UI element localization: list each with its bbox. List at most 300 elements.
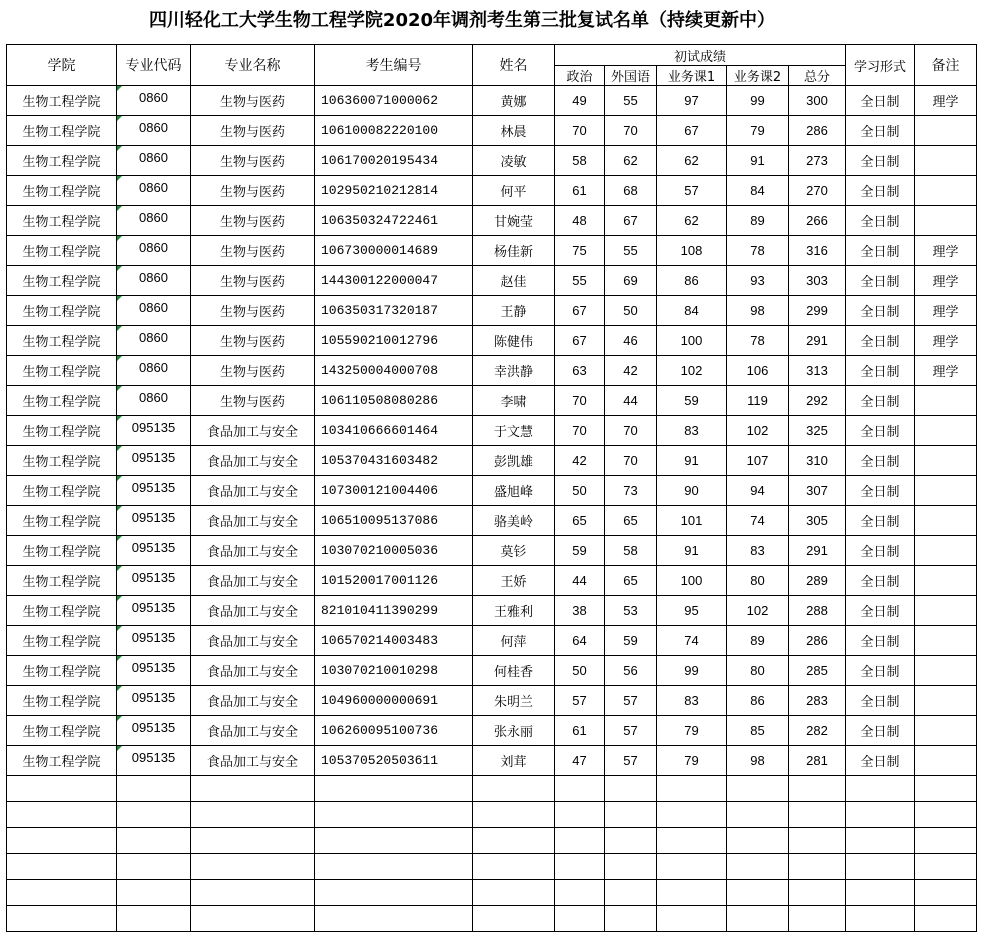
cell-name[interactable]: 盛旭峰 (473, 476, 555, 506)
cell-college[interactable]: 生物工程学院 (7, 296, 117, 326)
cell-foreign-lang[interactable]: 73 (605, 476, 657, 506)
cell-course2[interactable]: 85 (727, 716, 789, 746)
header-exam-no[interactable]: 考生编号 (315, 45, 473, 86)
cell-college[interactable]: 生物工程学院 (7, 236, 117, 266)
header-name[interactable]: 姓名 (473, 45, 555, 86)
empty-cell[interactable] (727, 880, 789, 906)
cell-study-mode[interactable]: 全日制 (846, 236, 915, 266)
cell-politics[interactable]: 55 (555, 266, 605, 296)
cell-foreign-lang[interactable]: 70 (605, 416, 657, 446)
empty-cell[interactable] (846, 854, 915, 880)
empty-cell[interactable] (605, 880, 657, 906)
cell-study-mode[interactable]: 全日制 (846, 296, 915, 326)
cell-course1[interactable]: 62 (657, 146, 727, 176)
cell-total[interactable]: 286 (789, 116, 846, 146)
cell-politics[interactable]: 48 (555, 206, 605, 236)
cell-foreign-lang[interactable]: 70 (605, 446, 657, 476)
cell-course2[interactable]: 79 (727, 116, 789, 146)
cell-exam-no[interactable]: 144300122000047 (315, 266, 473, 296)
cell-remark[interactable] (915, 416, 977, 446)
cell-major-name[interactable]: 食品加工与安全 (191, 506, 315, 536)
cell-exam-no[interactable]: 106350324722461 (315, 206, 473, 236)
cell-foreign-lang[interactable]: 57 (605, 716, 657, 746)
cell-exam-no[interactable]: 102950210212814 (315, 176, 473, 206)
empty-cell[interactable] (605, 854, 657, 880)
cell-major-code[interactable] (117, 146, 191, 176)
cell-politics[interactable]: 75 (555, 236, 605, 266)
cell-course1[interactable]: 97 (657, 86, 727, 116)
cell-foreign-lang[interactable]: 65 (605, 506, 657, 536)
cell-foreign-lang[interactable]: 42 (605, 356, 657, 386)
cell-study-mode[interactable]: 全日制 (846, 206, 915, 236)
cell-exam-no[interactable]: 106110508080286 (315, 386, 473, 416)
empty-cell[interactable] (315, 854, 473, 880)
empty-cell[interactable] (605, 776, 657, 802)
cell-college[interactable]: 生物工程学院 (7, 476, 117, 506)
cell-total[interactable]: 281 (789, 746, 846, 776)
cell-exam-no[interactable]: 105370431603482 (315, 446, 473, 476)
empty-cell[interactable] (605, 828, 657, 854)
cell-major-name[interactable]: 食品加工与安全 (191, 656, 315, 686)
header-remark[interactable]: 备注 (915, 45, 977, 86)
cell-remark[interactable]: 理学 (915, 326, 977, 356)
empty-cell[interactable] (315, 776, 473, 802)
cell-politics[interactable]: 70 (555, 116, 605, 146)
empty-cell[interactable] (7, 828, 117, 854)
cell-politics[interactable]: 70 (555, 416, 605, 446)
empty-cell[interactable] (473, 828, 555, 854)
cell-foreign-lang[interactable]: 53 (605, 596, 657, 626)
cell-major-code[interactable] (117, 386, 191, 416)
header-major-name[interactable]: 专业名称 (191, 45, 315, 86)
cell-foreign-lang[interactable]: 55 (605, 236, 657, 266)
cell-exam-no[interactable]: 106730000014689 (315, 236, 473, 266)
empty-cell[interactable] (315, 906, 473, 932)
cell-course1[interactable]: 99 (657, 656, 727, 686)
cell-major-code[interactable] (117, 296, 191, 326)
cell-major-code[interactable] (117, 506, 191, 536)
cell-total[interactable]: 286 (789, 626, 846, 656)
cell-remark[interactable] (915, 536, 977, 566)
cell-college[interactable]: 生物工程学院 (7, 506, 117, 536)
cell-total[interactable]: 291 (789, 326, 846, 356)
empty-cell[interactable] (789, 854, 846, 880)
cell-course1[interactable]: 84 (657, 296, 727, 326)
empty-cell[interactable] (657, 854, 727, 880)
cell-exam-no[interactable]: 106360071000062 (315, 86, 473, 116)
cell-college[interactable]: 生物工程学院 (7, 536, 117, 566)
cell-study-mode[interactable]: 全日制 (846, 416, 915, 446)
cell-name[interactable]: 王雅利 (473, 596, 555, 626)
cell-course2[interactable]: 83 (727, 536, 789, 566)
cell-total[interactable]: 325 (789, 416, 846, 446)
cell-major-name[interactable]: 生物与医药 (191, 386, 315, 416)
cell-course2[interactable]: 98 (727, 746, 789, 776)
cell-study-mode[interactable]: 全日制 (846, 716, 915, 746)
empty-cell[interactable] (555, 906, 605, 932)
cell-politics[interactable]: 65 (555, 506, 605, 536)
cell-course1[interactable]: 59 (657, 386, 727, 416)
cell-college[interactable]: 生物工程学院 (7, 446, 117, 476)
empty-cell[interactable] (117, 802, 191, 828)
cell-major-name[interactable]: 食品加工与安全 (191, 716, 315, 746)
cell-politics[interactable]: 44 (555, 566, 605, 596)
cell-politics[interactable]: 50 (555, 656, 605, 686)
cell-foreign-lang[interactable]: 57 (605, 746, 657, 776)
cell-course2[interactable]: 84 (727, 176, 789, 206)
cell-major-code[interactable] (117, 476, 191, 506)
empty-cell[interactable] (789, 906, 846, 932)
cell-major-name[interactable]: 生物与医药 (191, 266, 315, 296)
cell-name[interactable]: 刘茸 (473, 746, 555, 776)
cell-remark[interactable]: 理学 (915, 86, 977, 116)
cell-course2[interactable]: 94 (727, 476, 789, 506)
cell-study-mode[interactable]: 全日制 (846, 476, 915, 506)
cell-total[interactable]: 299 (789, 296, 846, 326)
cell-foreign-lang[interactable]: 46 (605, 326, 657, 356)
empty-cell[interactable] (315, 828, 473, 854)
header-foreign-lang[interactable]: 外国语 (605, 66, 657, 86)
cell-remark[interactable] (915, 206, 977, 236)
cell-study-mode[interactable]: 全日制 (846, 536, 915, 566)
empty-cell[interactable] (657, 776, 727, 802)
cell-total[interactable]: 288 (789, 596, 846, 626)
cell-politics[interactable]: 59 (555, 536, 605, 566)
cell-name[interactable]: 何平 (473, 176, 555, 206)
cell-major-name[interactable]: 食品加工与安全 (191, 416, 315, 446)
cell-name[interactable]: 彭凯雄 (473, 446, 555, 476)
empty-cell[interactable] (789, 880, 846, 906)
empty-cell[interactable] (915, 854, 977, 880)
cell-college[interactable]: 生物工程学院 (7, 206, 117, 236)
empty-cell[interactable] (315, 802, 473, 828)
cell-study-mode[interactable]: 全日制 (846, 566, 915, 596)
cell-course2[interactable]: 119 (727, 386, 789, 416)
cell-study-mode[interactable]: 全日制 (846, 146, 915, 176)
cell-name[interactable]: 黄娜 (473, 86, 555, 116)
cell-study-mode[interactable]: 全日制 (846, 386, 915, 416)
cell-course2[interactable]: 89 (727, 626, 789, 656)
cell-major-code[interactable] (117, 206, 191, 236)
cell-foreign-lang[interactable]: 44 (605, 386, 657, 416)
cell-exam-no[interactable]: 103070210010298 (315, 656, 473, 686)
empty-cell[interactable] (605, 906, 657, 932)
cell-study-mode[interactable]: 全日制 (846, 176, 915, 206)
cell-exam-no[interactable]: 103070210005036 (315, 536, 473, 566)
cell-politics[interactable]: 42 (555, 446, 605, 476)
cell-foreign-lang[interactable]: 56 (605, 656, 657, 686)
cell-course1[interactable]: 95 (657, 596, 727, 626)
cell-remark[interactable] (915, 716, 977, 746)
cell-remark[interactable] (915, 656, 977, 686)
empty-cell[interactable] (789, 776, 846, 802)
header-politics[interactable]: 政治 (555, 66, 605, 86)
cell-foreign-lang[interactable]: 62 (605, 146, 657, 176)
cell-study-mode[interactable]: 全日制 (846, 356, 915, 386)
cell-remark[interactable] (915, 146, 977, 176)
empty-cell[interactable] (473, 776, 555, 802)
cell-course2[interactable]: 93 (727, 266, 789, 296)
cell-foreign-lang[interactable]: 55 (605, 86, 657, 116)
cell-remark[interactable] (915, 476, 977, 506)
empty-cell[interactable] (7, 802, 117, 828)
cell-major-code[interactable] (117, 626, 191, 656)
empty-cell[interactable] (915, 802, 977, 828)
cell-remark[interactable] (915, 626, 977, 656)
cell-total[interactable]: 289 (789, 566, 846, 596)
cell-major-code[interactable] (117, 356, 191, 386)
empty-cell[interactable] (191, 906, 315, 932)
cell-foreign-lang[interactable]: 57 (605, 686, 657, 716)
empty-cell[interactable] (473, 880, 555, 906)
empty-cell[interactable] (191, 828, 315, 854)
cell-college[interactable]: 生物工程学院 (7, 566, 117, 596)
cell-course1[interactable]: 79 (657, 746, 727, 776)
cell-course1[interactable]: 62 (657, 206, 727, 236)
cell-major-name[interactable]: 食品加工与安全 (191, 626, 315, 656)
empty-cell[interactable] (473, 854, 555, 880)
empty-cell[interactable] (657, 802, 727, 828)
cell-course1[interactable]: 67 (657, 116, 727, 146)
cell-name[interactable]: 何萍 (473, 626, 555, 656)
cell-name[interactable]: 李啸 (473, 386, 555, 416)
cell-foreign-lang[interactable]: 58 (605, 536, 657, 566)
empty-cell[interactable] (846, 776, 915, 802)
cell-foreign-lang[interactable]: 65 (605, 566, 657, 596)
cell-course1[interactable]: 108 (657, 236, 727, 266)
cell-total[interactable]: 307 (789, 476, 846, 506)
cell-college[interactable]: 生物工程学院 (7, 716, 117, 746)
cell-total[interactable]: 266 (789, 206, 846, 236)
cell-name[interactable]: 杨佳新 (473, 236, 555, 266)
cell-remark[interactable] (915, 116, 977, 146)
cell-study-mode[interactable]: 全日制 (846, 656, 915, 686)
cell-total[interactable]: 313 (789, 356, 846, 386)
cell-name[interactable]: 张永丽 (473, 716, 555, 746)
cell-course1[interactable]: 91 (657, 446, 727, 476)
cell-course2[interactable]: 80 (727, 656, 789, 686)
empty-cell[interactable] (7, 906, 117, 932)
cell-total[interactable]: 273 (789, 146, 846, 176)
cell-major-code[interactable] (117, 326, 191, 356)
header-course2[interactable]: 业务课2 (727, 66, 789, 86)
header-total[interactable]: 总分 (789, 66, 846, 86)
cell-major-name[interactable]: 生物与医药 (191, 326, 315, 356)
cell-college[interactable]: 生物工程学院 (7, 686, 117, 716)
empty-cell[interactable] (727, 802, 789, 828)
cell-major-code[interactable] (117, 266, 191, 296)
empty-cell[interactable] (555, 880, 605, 906)
cell-major-name[interactable]: 食品加工与安全 (191, 566, 315, 596)
cell-college[interactable]: 生物工程学院 (7, 86, 117, 116)
cell-major-code[interactable] (117, 116, 191, 146)
empty-cell[interactable] (846, 828, 915, 854)
cell-major-code[interactable] (117, 746, 191, 776)
cell-name[interactable]: 王娇 (473, 566, 555, 596)
cell-total[interactable]: 270 (789, 176, 846, 206)
cell-course2[interactable]: 89 (727, 206, 789, 236)
empty-cell[interactable] (846, 906, 915, 932)
empty-cell[interactable] (915, 776, 977, 802)
cell-course2[interactable]: 91 (727, 146, 789, 176)
cell-study-mode[interactable]: 全日制 (846, 86, 915, 116)
cell-major-code[interactable] (117, 686, 191, 716)
empty-cell[interactable] (473, 906, 555, 932)
empty-cell[interactable] (555, 854, 605, 880)
cell-major-code[interactable] (117, 536, 191, 566)
cell-exam-no[interactable]: 101520017001126 (315, 566, 473, 596)
cell-total[interactable]: 282 (789, 716, 846, 746)
cell-total[interactable]: 291 (789, 536, 846, 566)
cell-major-name[interactable]: 生物与医药 (191, 86, 315, 116)
cell-major-name[interactable]: 食品加工与安全 (191, 596, 315, 626)
cell-politics[interactable]: 64 (555, 626, 605, 656)
header-major-code[interactable]: 专业代码 (117, 45, 191, 86)
cell-remark[interactable] (915, 446, 977, 476)
cell-remark[interactable]: 理学 (915, 356, 977, 386)
cell-remark[interactable] (915, 566, 977, 596)
cell-politics[interactable]: 67 (555, 296, 605, 326)
cell-politics[interactable]: 49 (555, 86, 605, 116)
cell-course2[interactable]: 78 (727, 236, 789, 266)
cell-total[interactable]: 303 (789, 266, 846, 296)
cell-exam-no[interactable]: 104960000000691 (315, 686, 473, 716)
cell-college[interactable]: 生物工程学院 (7, 626, 117, 656)
cell-course1[interactable]: 102 (657, 356, 727, 386)
cell-politics[interactable]: 57 (555, 686, 605, 716)
empty-cell[interactable] (7, 854, 117, 880)
cell-major-name[interactable]: 生物与医药 (191, 176, 315, 206)
cell-total[interactable]: 300 (789, 86, 846, 116)
cell-total[interactable]: 310 (789, 446, 846, 476)
cell-course2[interactable]: 102 (727, 596, 789, 626)
cell-major-code[interactable] (117, 176, 191, 206)
empty-cell[interactable] (657, 828, 727, 854)
cell-course1[interactable]: 100 (657, 566, 727, 596)
header-course1[interactable]: 业务课1 (657, 66, 727, 86)
cell-foreign-lang[interactable]: 59 (605, 626, 657, 656)
cell-major-code[interactable] (117, 566, 191, 596)
cell-major-code[interactable] (117, 446, 191, 476)
cell-major-name[interactable]: 生物与医药 (191, 206, 315, 236)
empty-cell[interactable] (117, 880, 191, 906)
cell-name[interactable]: 骆美岭 (473, 506, 555, 536)
cell-total[interactable]: 283 (789, 686, 846, 716)
cell-politics[interactable]: 38 (555, 596, 605, 626)
cell-name[interactable]: 何桂香 (473, 656, 555, 686)
empty-cell[interactable] (789, 802, 846, 828)
cell-study-mode[interactable]: 全日制 (846, 626, 915, 656)
empty-cell[interactable] (727, 776, 789, 802)
cell-name[interactable]: 幸洪静 (473, 356, 555, 386)
cell-name[interactable]: 朱明兰 (473, 686, 555, 716)
cell-foreign-lang[interactable]: 68 (605, 176, 657, 206)
cell-study-mode[interactable]: 全日制 (846, 266, 915, 296)
cell-exam-no[interactable]: 106170020195434 (315, 146, 473, 176)
cell-total[interactable]: 316 (789, 236, 846, 266)
cell-exam-no[interactable]: 105370520503611 (315, 746, 473, 776)
cell-course2[interactable]: 98 (727, 296, 789, 326)
cell-college[interactable]: 生物工程学院 (7, 326, 117, 356)
cell-exam-no[interactable]: 105590210012796 (315, 326, 473, 356)
cell-name[interactable]: 凌敏 (473, 146, 555, 176)
cell-exam-no[interactable]: 103410666601464 (315, 416, 473, 446)
cell-course1[interactable]: 91 (657, 536, 727, 566)
cell-course2[interactable]: 74 (727, 506, 789, 536)
cell-college[interactable]: 生物工程学院 (7, 146, 117, 176)
cell-course1[interactable]: 83 (657, 686, 727, 716)
cell-course1[interactable]: 100 (657, 326, 727, 356)
header-study-mode[interactable]: 学习形式 (846, 45, 915, 86)
cell-major-code[interactable] (117, 236, 191, 266)
empty-cell[interactable] (846, 880, 915, 906)
cell-total[interactable]: 305 (789, 506, 846, 536)
cell-course2[interactable]: 107 (727, 446, 789, 476)
cell-college[interactable]: 生物工程学院 (7, 596, 117, 626)
cell-college[interactable]: 生物工程学院 (7, 656, 117, 686)
empty-cell[interactable] (315, 880, 473, 906)
cell-exam-no[interactable]: 106570214003483 (315, 626, 473, 656)
cell-foreign-lang[interactable]: 70 (605, 116, 657, 146)
cell-name[interactable]: 林晨 (473, 116, 555, 146)
cell-politics[interactable]: 61 (555, 716, 605, 746)
cell-major-name[interactable]: 生物与医药 (191, 116, 315, 146)
empty-cell[interactable] (915, 880, 977, 906)
cell-foreign-lang[interactable]: 67 (605, 206, 657, 236)
cell-major-name[interactable]: 食品加工与安全 (191, 536, 315, 566)
cell-exam-no[interactable]: 106260095100736 (315, 716, 473, 746)
header-scores-group[interactable]: 初试成绩 (555, 45, 846, 66)
cell-study-mode[interactable]: 全日制 (846, 596, 915, 626)
cell-course1[interactable]: 90 (657, 476, 727, 506)
cell-remark[interactable] (915, 176, 977, 206)
cell-course2[interactable]: 99 (727, 86, 789, 116)
cell-total[interactable]: 285 (789, 656, 846, 686)
cell-foreign-lang[interactable]: 50 (605, 296, 657, 326)
empty-cell[interactable] (117, 776, 191, 802)
cell-politics[interactable]: 50 (555, 476, 605, 506)
cell-major-name[interactable]: 生物与医药 (191, 146, 315, 176)
empty-cell[interactable] (473, 802, 555, 828)
cell-major-code[interactable] (117, 656, 191, 686)
cell-exam-no[interactable]: 107300121004406 (315, 476, 473, 506)
empty-cell[interactable] (846, 802, 915, 828)
cell-remark[interactable] (915, 596, 977, 626)
empty-cell[interactable] (7, 880, 117, 906)
cell-exam-no[interactable]: 106350317320187 (315, 296, 473, 326)
cell-college[interactable]: 生物工程学院 (7, 176, 117, 206)
empty-cell[interactable] (191, 776, 315, 802)
empty-cell[interactable] (555, 828, 605, 854)
cell-remark[interactable]: 理学 (915, 296, 977, 326)
cell-course1[interactable]: 83 (657, 416, 727, 446)
empty-cell[interactable] (191, 854, 315, 880)
cell-study-mode[interactable]: 全日制 (846, 116, 915, 146)
empty-cell[interactable] (117, 854, 191, 880)
cell-name[interactable]: 王静 (473, 296, 555, 326)
cell-college[interactable]: 生物工程学院 (7, 116, 117, 146)
cell-name[interactable]: 于文慧 (473, 416, 555, 446)
empty-cell[interactable] (555, 776, 605, 802)
cell-major-code[interactable] (117, 596, 191, 626)
cell-remark[interactable] (915, 686, 977, 716)
cell-name[interactable]: 赵佳 (473, 266, 555, 296)
empty-cell[interactable] (117, 906, 191, 932)
cell-politics[interactable]: 67 (555, 326, 605, 356)
empty-cell[interactable] (191, 802, 315, 828)
empty-cell[interactable] (915, 906, 977, 932)
header-college[interactable]: 学院 (7, 45, 117, 86)
